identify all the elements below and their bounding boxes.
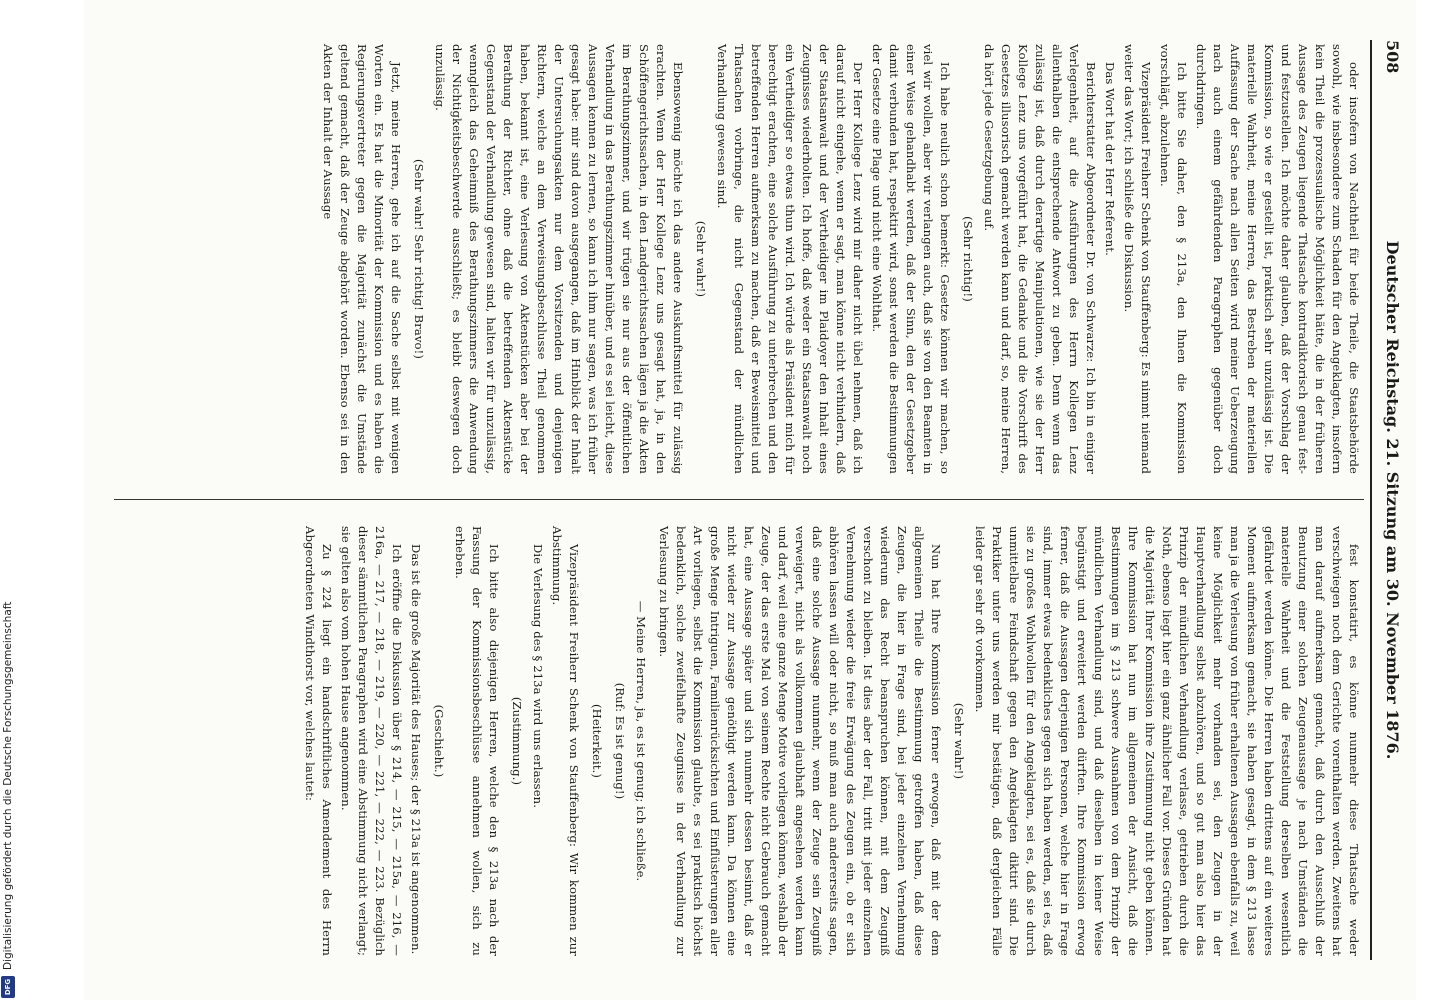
paragraph: oder insofern von Nachtheil für beide Theile, die Staatsbehörde sowohl, wie insbesondere zum Schaden für den Angeklagten, insofern kein Theil die prozessualische Möglichkeit hätte, die in der früheren Aussage des Zeugen liegende Thatsache kontradiktorisch genau fest- und festzustellen. Ich möchte daher glauben, daß der Vorschlag der Kommission, so wie er gestellt ist, praktisch sehr unzulässig ist. Die materielle Wahrheit, meine Herren, das Bestreben der materiellen Auffassung der Sache nach allen Seiten wird meiner Ueberzeugung nach auch einem gefährdenden Paragraphen gegenüber doch durchdringen. [1194,44,1361,474]
closing-remark: — Meine Herren, ja, es ist genug; ich schließe. [634,600,648,882]
funding-notice-text: Digitalisierung gefördert durch die Deutsche Forschungsgemeinschaft [2,601,14,970]
paragraph: fest konstatirt, es könne nunmehr diese Thatsache weder verschwiegen noch dem Gerichte vorenthalten werden. Zweitens hat man darauf aufmerksam gemacht, daß durch den Ausschluß der Benutzung einer solchen Zeugenaussage je nach Umständen die materielle Wahrheit und die Feststellung derselben wesentlich gefährdet werden könne. Die Herren haben drittens auf ein weiteres Moment aufmerksam gemacht, sie haben gesagt, in dem § 213 lasse man ja die Verlesung von früher erhaltenen Aussagen ebenfalls zu, weil keine Möglichkeit mehr vorhanden sei, den Zeugen in der Hauptverhandlung selbst abzuhören, und so gut man also hier das Prinzip der mündlichen Verhandlung verlasse, getrieben durch die Noth, ebenso liegt hier ein ganz ähnlicher Fall vor. Dieses Gründen hat die Majorität Ihrer Kommission ihre Zustimmung nicht geben können. Ihre Kommission hat nun im allgemeinen der Ansicht, daß die Bestimmungen im § 213 schwere Ausnahmen von dem Prinzip der mündlichen Verhandlung sind, und daß dieselben in keiner Weise begünstigt und erweitert werden dürften. Ihre Kommission erwog ferner, daß die Aussagen derjenigen Personen, welche hier in Frage sind, immer etwas bedenkliches gegen sich haben werden, sei es, daß sie zu großes Wohlwollen für den Angeklagten, sei es, daß sie durch unmittelbare Feindschaft gegen den Angeklagten diktirt sind. Die Praktiker unter uns werden mir bestätigen, daß dergleichen Fälle leider gar sehr oft vorkommen. [973,526,1361,956]
page-number: 508 [1383,40,1402,74]
paragraph: Ich bitte Sie daher, den § 213a, den Ihnen die Kommission vorschlägt, abzulehnen. [1158,44,1189,474]
left-column [317,44,1362,474]
paragraph: Ich eröffne die Diskussion über § 214, — 215, — 215a, — 216, — 216a, — 217, — 218, — 219, — 220, — 221, — 222, — 223. Bezüglich dieser sämmtlichen Paragraphen wird eine Abstimmung nicht verlangt; sie gelten also vom hohen Hause angenommen. [339,526,404,956]
paragraph: Der Herr Kollege Lenz wird mir daher nicht übel nehmen, daß ich darauf nicht eingehe, wenn er sagt, man könne nicht verhindern, daß der Staatsanwalt und der Vertheidiger im Plaidoyer den Inhalt eines Zeugnisses wiederholten. Ich hoffe, daß weder ein Staatsanwalt noch ein Vertheidiger so etwas thun wird. Ich würde als Präsident mich für berechtigt erachten, eine solche Ausführung zu unterbrechen und den betreffenden Herren aufmerksam zu machen, daß er Beweismittel und Thatsachen vorbringe, die nicht Gegenstand der mündlichen Verhandlung gewesen sind. [715,44,865,474]
speaker-paragraph: Berichterstatter Abgeordneter Dr. von Schwarze: Ich bin in einiger Verlegenheit, auf die Ausführungen des Herrn Kollegen Lenz allenthalben die entsprechende Antwort zu geben. Denn wenn das zulässig ist, daß durch derartige Manipulationen, wie sie der Herr Kollege Lenz uns vorgeführt hat, die Gedanke und die Vorschrift des Gesetzes illusorisch gemacht werden kann und darf, so, meine Herren, da hört jede Gesetzgebung auf. [982,44,1098,474]
page-header [1376,40,1402,960]
document-page [84,0,1416,1000]
paragraph: Ich bitte also diejenigen Herren, welche den § 213a nach der Fassung der Kommissionsbeschlüsse annehmen wollen, sich zu erheben. [453,526,501,956]
interjection: (Heiterkeit.) [590,703,604,779]
column-divider [114,499,1364,500]
interjection: (Sehr wahr!) [694,220,708,298]
paragraph: Jetzt, meine Herren, gehe ich auf die Sache selbst mit wenigen Worten ein. Es hat die Minorität der Kommission und es haben die Regierungsvertreter gegen die Majorität zunächst die Umstände geltend gemacht, daß der Zeuge abgehört worden. Ebenso sei in den Akten der Inhalt der Aussage [321,44,403,474]
dfg-logo-label: DFG [4,978,12,996]
interjection: (Geschieht.) [432,704,446,778]
digitization-notice [0,0,16,1000]
dfg-logo [1,976,15,998]
header-rule [1370,40,1372,960]
speaker-paragraph: Vizepräsident Freiherr Schenk von Stauffenberg: Es nimmt niemand weiter das Wort; ich schließe die Diskussion. [1122,44,1153,474]
paragraph: Das ist die große Majorität des Hauses; der § 213a ist angenommen. [409,544,423,955]
interjection: (Sehr wahr! Sehr richtig! Bravo!) [412,158,426,360]
paragraph: Nun hat Ihre Kommission ferner erwogen, daß mit der dem allgemeinen Theile die Bestimmung getroffen haben, daß diese Zeugen, die hier in Frage sind, bei jeder einzelnen Vernehmung wiederum das Recht beanspruchen können, mit dem Zeugniß verschont zu bleiben. Ist dies aber der Fall, tritt mit jeder einzelnen Vernehmung wieder die freie Erwägung des Zeugen ein, ob er sich abhören lassen will oder nicht, so muß man auch andererseits sagen, daß eine solche Aussage nunmehr, wenn der Zeuge sein Zeugniß verweigert, nicht als vollkommen glaubhaft angesehen werden kann und darf, weil eine ganze Menge Motive vorliegen können, weshalb der Zeuge, der das erste Mal von seinem Rechte nicht Gebrauch gemacht hat, eine Aussage später und sich nunmehr dessen besinnt, daß er nicht wieder zur Aussage genöthigt werden kann. Da können eine große Menge Intriguen, Familienrücksichten und Einflüsterungen aller Art vorliegen, selbst die Kommission glaubte, es sei praktisch höchst bedenklich, solche zweifelhafte Zeugnisse in der Verhandlung zur Verlesung zu bringen. [657,526,943,956]
running-title: Deutscher Reichstag. 21. Sitzung am 30. November 1876. [1383,240,1402,760]
interjection: (Sehr richtig!) [961,216,975,302]
speaker-paragraph: Vizepräsident Freiherr Schenk von Stauffenberg: Wir kommen zur Abstimmung. [550,526,581,956]
interjection: (Sehr wahr!) [952,702,966,780]
paragraph: Zu § 224 liegt ein handschriftliches Amendement des Herrn Abgeordneten Windthorst vor, welches lautet: [303,526,334,956]
paragraph: Ich habe neulich schon bemerkt: Gesetze können wir machen, so viel wir wollen, aber wir verlangen auch, daß sie von den Beamten in einer Weise gehandhabt werden, daß der Sinn, den der Gesetzgeber damit verbunden hat, respektirt wird, sonst werden die Bestimmungen der Gesetze eine Plage und nicht eine Wohlthat. [870,44,952,474]
paragraph: Das Wort hat der Herr Referent. [1103,62,1117,256]
paragraph: Die Verlesung des § 213a wird uns erlassen. [531,544,545,809]
right-column [299,526,1362,956]
interjection: (Ruf: Es ist genug!) [613,682,627,800]
paragraph: Ebensowenig möchte ich das andere Auskunftsmittel für zulässig erachten. Wenn der Herr Kollege Lenz uns gesagt hat, ja, in den Schöffengerichtssachen, in den Landgerichtssachen lägen ja die Akten im Berathungszimmer, und wir trügen sie nur aus der öffentlichen Verhandlung in das Berathungszimmer hinüber, und es sei leicht, diese Aussagen kennen zu lernen, so kann ich ihm nur sagen, was ich früher gesagt habe: mir sind davon ausgegangen, daß im Hinblick der Inhalt der Untersuchungsakten nur dem Vorsitzenden und denjenigen Richtern, welche an dem Verweisungsbeschlusse Theil genommen haben, bekannt ist, eine Verlesung von Aktenstücken aber bei der Berathung der Richter, ohne daß die betreffenden Aktenstücke Gegenstand der Verhandlung gewesen sind, halten wir für unzulässig, wenngleich das Geheimniß des Berathungszimmers die Anwendung der Nichtigkeitsbeschwerde ausschließt; es bleibt deswegen doch unzulässig. [433,44,685,474]
interjection: (Zustimmung.) [510,696,524,786]
